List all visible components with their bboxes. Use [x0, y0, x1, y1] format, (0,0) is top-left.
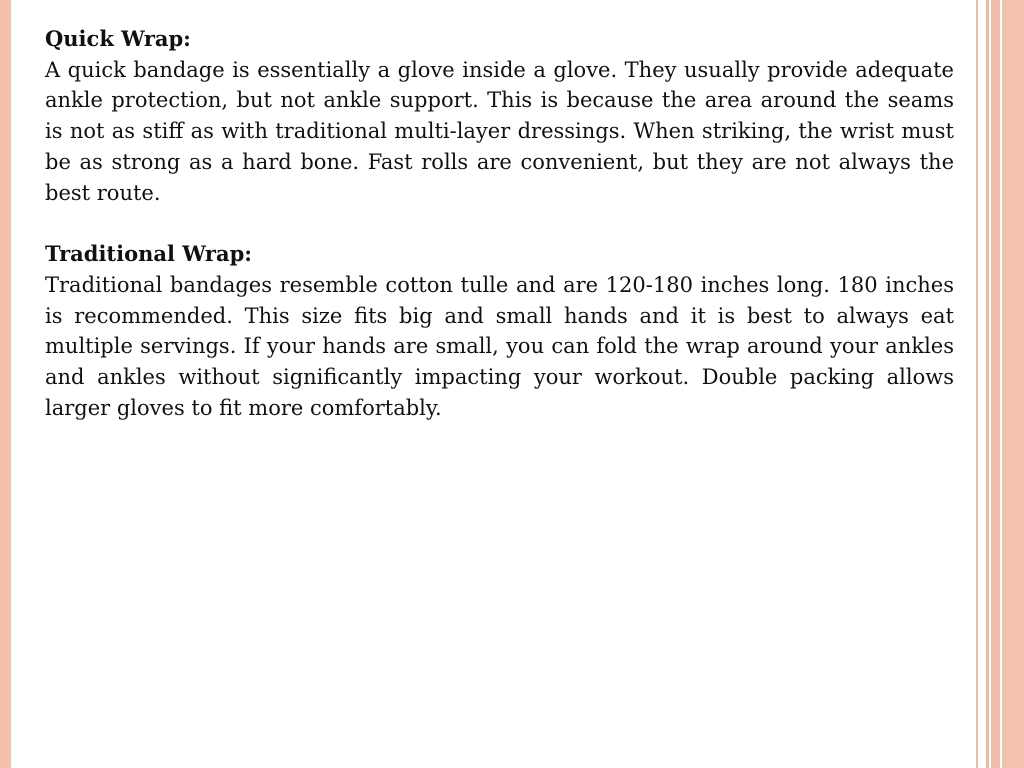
section-heading: Quick Wrap: [45, 26, 191, 51]
section-spacer [45, 208, 954, 239]
slide-content [45, 24, 954, 423]
quick-wrap-section [45, 24, 954, 208]
traditional-wrap-section [45, 239, 954, 423]
section-body: Traditional bandages resemble cotton tulle and are 120-180 inches long. 180 inches is recommended. This size fits big and small hands and it is best to always eat multiple servings. If your hands are small, you can fold the wrap around your ankles and ankles without significantly impacting your workout. Double packing allows larger gloves to fit more comfortably. [45, 272, 954, 420]
right-accent-gap [978, 0, 986, 768]
section-heading: Traditional Wrap: [45, 241, 253, 267]
right-accent-stripe [991, 0, 1000, 768]
right-accent-band [1002, 0, 1024, 768]
section-body: A quick bandage is essentially a glove inside a glove. They usually provide adequate ankle protection, but not ankle support. This is because the area around the seams is not as stiff as with traditional multi-layer dressings. When striking, the wrist must be as strong as a hard bone. Fast rolls are convenient, but they are not always the best route. [45, 57, 954, 205]
left-accent-border [0, 0, 11, 768]
